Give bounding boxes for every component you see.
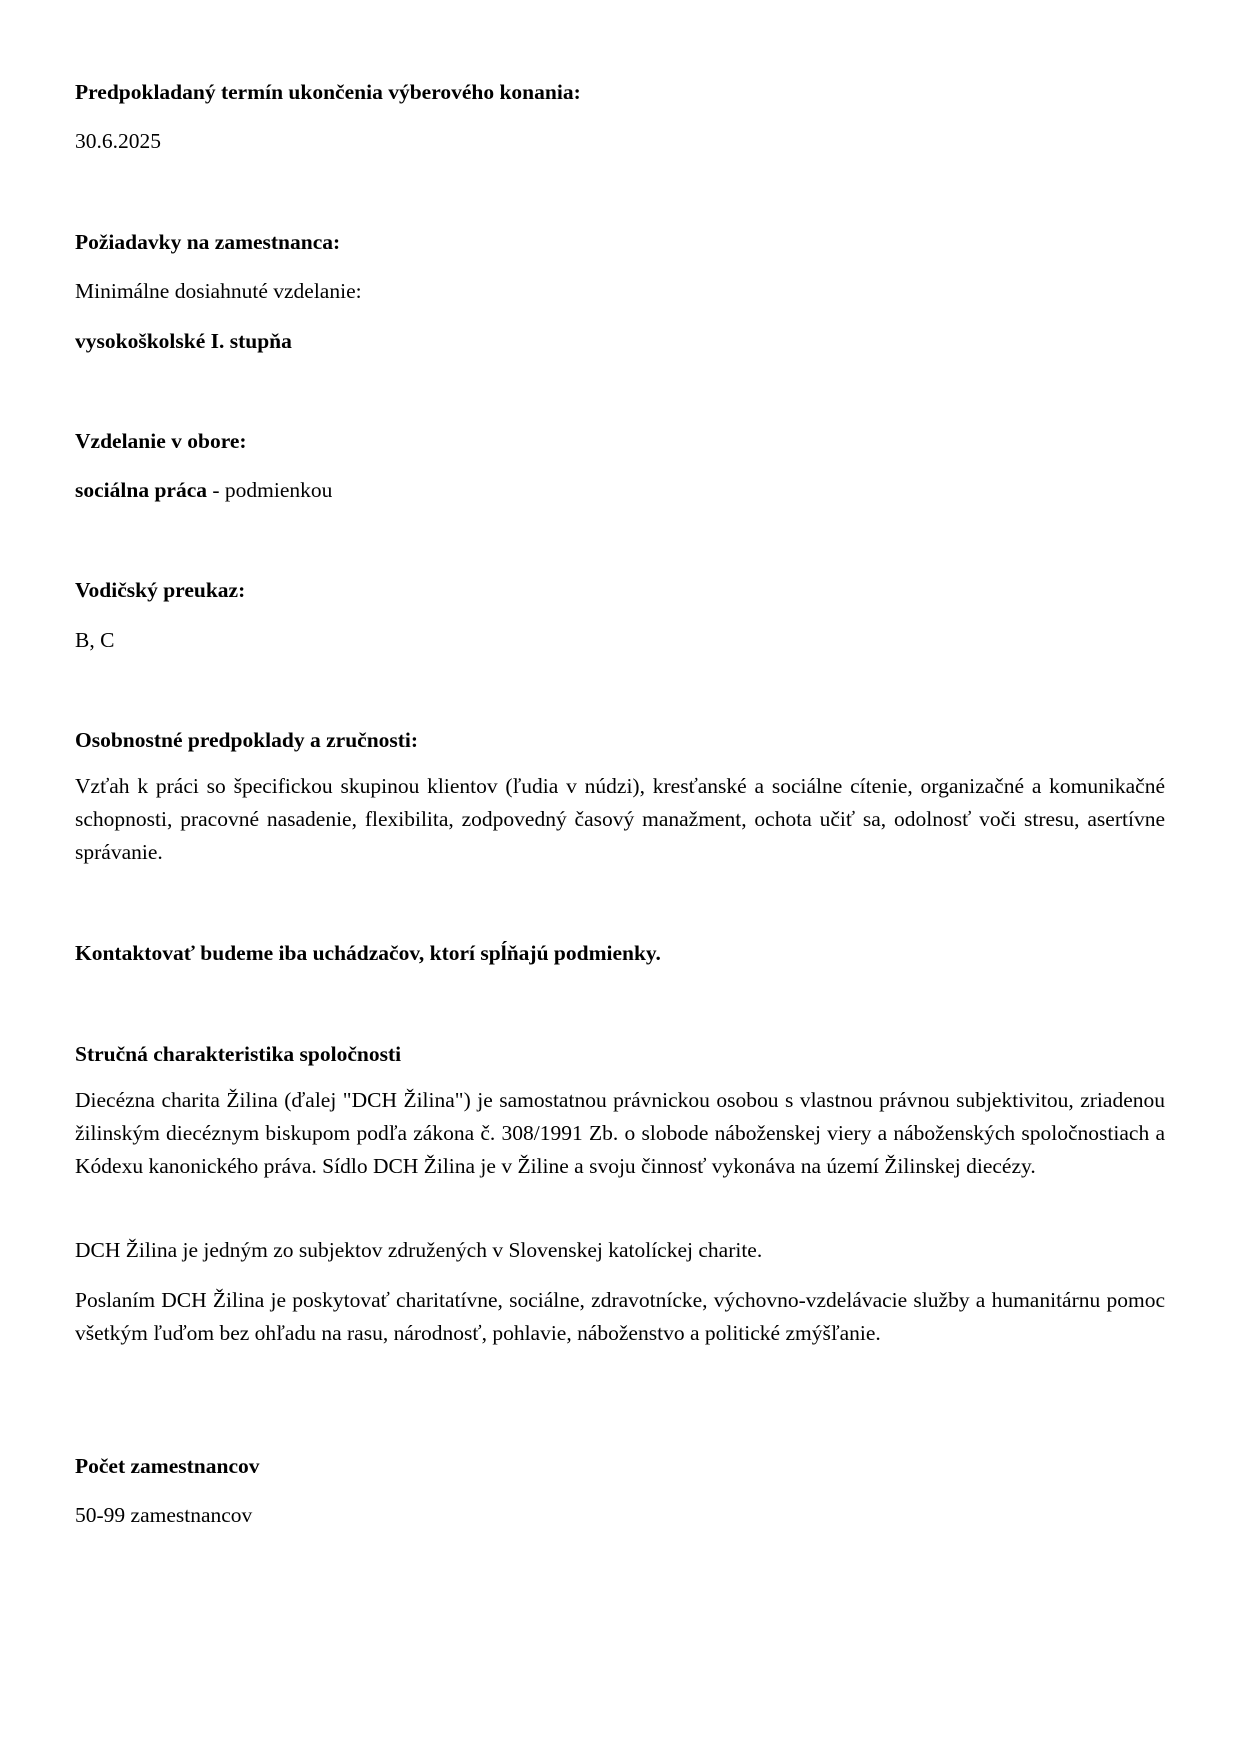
education-label: Minimálne dosiahnuté vzdelanie: (75, 279, 362, 303)
company-heading: Stručná charakteristika spoločnosti (75, 1042, 402, 1066)
employees-value: 50-99 zamestnancov (75, 1503, 253, 1527)
contact-note: Kontaktovať budeme iba uchádzačov, ktorí spĺňajú podmienky. (75, 941, 661, 965)
field-value-bold: sociálna práca (75, 478, 207, 502)
field-value-rest: - podmienkou (206, 478, 333, 502)
license-heading: Vodičský preukaz: (75, 578, 246, 602)
company-paragraph-1: Diecézna charita Žilina (ďalej "DCH Žilina") je samostatnou právnickou osobou s vlastnou právnou subjektivitou, zriadenou žilinským diecéznym biskupom podľa zákona č. 308/1991 Zb. o slobode náboženskej viery a náboženských spoločnostiach a Kódexu kanonického práva. Sídlo DCH Žilina je v Žiline a svoju činnosť vykonáva na území Žilinskej diecézy. (75, 1088, 1165, 1178)
education-value: vysokoškolské I. stupňa (75, 329, 292, 353)
company-paragraph-2: DCH Žilina je jedným zo subjektov združených v Slovenskej katolíckej charite. (75, 1238, 763, 1262)
field-heading: Vzdelanie v obore: (75, 429, 247, 453)
employees-heading: Počet zamestnancov (75, 1454, 260, 1478)
personality-text: Vzťah k práci so špecifickou skupinou klientov (ľudia v núdzi), kresťanské a sociálne cítenie, organizačné a komunikačné schopnosti, pracovné nasadenie, flexibilita, zodpovedný časový manažment, ochota učiť sa, odolnosť voči stresu, asertívne správanie. (75, 774, 1165, 864)
deadline-value: 30.6.2025 (75, 129, 161, 153)
deadline-heading: Predpokladaný termín ukončenia výberového konania: (75, 80, 581, 104)
license-value: B, C (75, 628, 115, 652)
company-paragraph-3: Poslaním DCH Žilina je poskytovať charitatívne, sociálne, zdravotnícke, výchovno-vzdelávacie služby a humanitárnu pomoc všetkým ľuďom bez ohľadu na rasu, národnosť, pohlavie, náboženstvo a politické zmýšľanie. (75, 1288, 1165, 1345)
requirements-heading: Požiadavky na zamestnanca: (75, 230, 341, 254)
field-value (75, 477, 332, 503)
personality-heading: Osobnostné predpoklady a zručnosti: (75, 728, 419, 752)
